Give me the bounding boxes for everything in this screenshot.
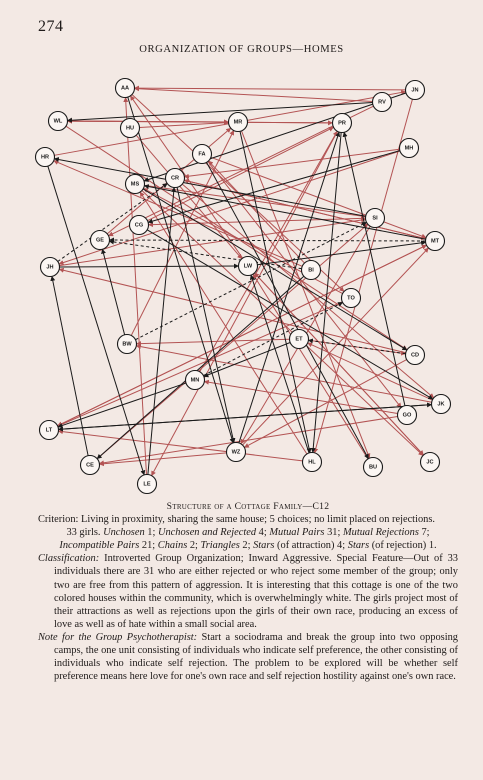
node-jc	[421, 453, 440, 472]
node-bi	[302, 261, 321, 280]
node-ge	[91, 231, 110, 250]
node-label: CG	[134, 222, 144, 229]
node-label: CR	[170, 175, 180, 182]
counts-segment: (of rejection) 1.	[369, 540, 437, 552]
node-label: JN	[411, 87, 419, 94]
node-rv	[373, 93, 392, 112]
node-fa	[193, 145, 212, 164]
node-wl	[49, 112, 68, 131]
rejection-edge	[313, 132, 341, 452]
node-label: BI	[308, 267, 314, 274]
counts-segment: 31;	[324, 527, 343, 539]
node-hl	[303, 453, 322, 472]
rejection-edge	[102, 249, 124, 335]
node-hu	[121, 119, 140, 138]
node-label: AA	[120, 85, 130, 92]
node-jh	[41, 258, 60, 277]
node-mr	[229, 113, 248, 132]
counts-segment: 7;	[418, 527, 430, 539]
node-label: JC	[426, 459, 434, 466]
node-label: MS	[130, 181, 140, 188]
running-head: ORGANIZATION OF GROUPS—HOMES	[139, 44, 344, 55]
attraction-edge	[131, 130, 234, 335]
counts-segment: (of attraction) 4;	[274, 540, 348, 552]
counts-segment: Mutual Pairs	[269, 527, 325, 539]
node-ce	[81, 456, 100, 475]
node-label: MN	[190, 377, 200, 384]
attraction-edge	[134, 88, 405, 90]
node-label: GO	[402, 412, 412, 419]
counts-segment: 2;	[187, 540, 201, 552]
node-label: CD	[410, 352, 420, 359]
criterion-label: Criterion:	[38, 514, 79, 526]
note-paragraph	[38, 631, 458, 683]
node-ms	[126, 175, 145, 194]
rejection-edge	[257, 242, 425, 264]
node-label: MT	[430, 238, 440, 245]
classification-text: Introverted Group Organization; Inward Aggressive. Special Feature—Out of 33 individuals there are 31 who are either rejected or who reject some member of the group; only two are free from this pattern of aggression. It is interesting that this cottage is one of the two colored houses within the community, which is overwhelmingly white. The girls project most of their attractions as well as rejections upon the girls of their own race, producing an excess of love as well as of hate within a small social area.	[54, 553, 458, 630]
node-label: HU	[125, 125, 135, 132]
counts-segment: Incompatible Pairs	[59, 540, 140, 552]
attraction-edge	[244, 360, 406, 448]
node-pr	[333, 114, 352, 133]
node-wz	[227, 443, 246, 462]
rejection-edge	[59, 266, 238, 267]
counts-segment: Stars	[253, 540, 275, 552]
page-number: 274	[38, 18, 64, 35]
criterion-text: Living in proximity, sharing the same house; 5 choices; no limit placed on rejections.	[81, 514, 435, 526]
rejection-edge	[67, 103, 372, 121]
node-bu	[364, 458, 383, 477]
rejection-edge-dashed	[109, 240, 425, 241]
node-label: CE	[86, 462, 94, 469]
node-label: RV	[378, 99, 386, 106]
node-aa	[116, 79, 135, 98]
node-label: HL	[308, 459, 316, 466]
node-jk	[432, 395, 451, 414]
node-jn	[406, 81, 425, 100]
counts-segment: Chains	[157, 540, 188, 552]
counts-segment: 33 girls.	[66, 527, 104, 539]
attraction-edge	[97, 224, 368, 459]
counts-paragraph	[38, 526, 458, 552]
node-bw	[118, 335, 137, 354]
attraction-edge	[136, 346, 431, 402]
node-go	[398, 406, 417, 425]
attraction-edge	[134, 89, 372, 102]
counts-segment: Triangles	[200, 540, 240, 552]
node-label: ET	[295, 336, 303, 343]
node-label: GE	[95, 237, 105, 244]
node-mt	[426, 232, 445, 251]
node-label: MH	[404, 145, 414, 152]
node-label: TO	[347, 295, 355, 302]
node-hr	[36, 148, 55, 167]
node-label: WL	[53, 118, 63, 125]
rejection-edge	[144, 93, 406, 181]
counts-segment: Stars	[347, 540, 370, 552]
node-label: LE	[143, 481, 151, 488]
node-label: MR	[233, 119, 243, 126]
rejection-edge	[58, 383, 186, 427]
node-label: JK	[437, 401, 445, 408]
node-label: FA	[198, 151, 206, 158]
note-label: Note for the Group Psychotherapist:	[38, 631, 198, 643]
node-cg	[130, 216, 149, 235]
counts-segment: 4;	[256, 527, 270, 539]
node-label: LW	[243, 263, 253, 270]
node-label: JH	[46, 264, 54, 271]
node-lt	[40, 421, 59, 440]
node-lw	[239, 257, 258, 276]
classification-label: Classification:	[38, 553, 100, 565]
attraction-edge	[66, 126, 407, 350]
criterion-paragraph	[38, 513, 458, 526]
counts-segment: 2;	[239, 540, 254, 552]
node-et	[290, 330, 309, 349]
counts-segment: 1;	[144, 527, 158, 539]
rejection-edge	[45, 166, 144, 475]
node-label: WZ	[231, 449, 241, 456]
counts-segment: Mutual Rejections	[342, 527, 419, 539]
attraction-edge	[208, 161, 401, 407]
note-text: Start a sociodrama and break the group into two opposing camps, the one unit consisting of individuals who indicate self preference, the other consisting of individuals who indicate self rejection. The problem to be explored will be whether self preference means here love for one's own race and self rejection hostility against one's own race.	[54, 631, 458, 683]
node-label: PR	[338, 120, 346, 127]
figure-caption-title: Structure of a Cottage Family—C12	[166, 501, 330, 512]
node-cd	[406, 346, 425, 365]
classification-paragraph	[38, 552, 458, 631]
node-le	[138, 475, 157, 494]
node-mh	[400, 139, 419, 158]
node-to	[342, 289, 361, 308]
node-si	[366, 209, 385, 228]
counts-segment: 21;	[139, 540, 158, 552]
attraction-edge	[139, 123, 228, 128]
node-label: SI	[372, 215, 378, 222]
node-mn	[186, 371, 205, 390]
node-label: LT	[45, 427, 53, 434]
node-label: HR	[40, 154, 50, 161]
node-cr	[166, 169, 185, 188]
caption-block	[38, 500, 458, 683]
node-label: BU	[368, 464, 378, 471]
counts-segment: Unchosen and Rejected	[157, 527, 257, 539]
node-label: BW	[122, 341, 132, 348]
attraction-edge	[59, 151, 400, 264]
counts-segment: Unchosen	[103, 527, 145, 539]
